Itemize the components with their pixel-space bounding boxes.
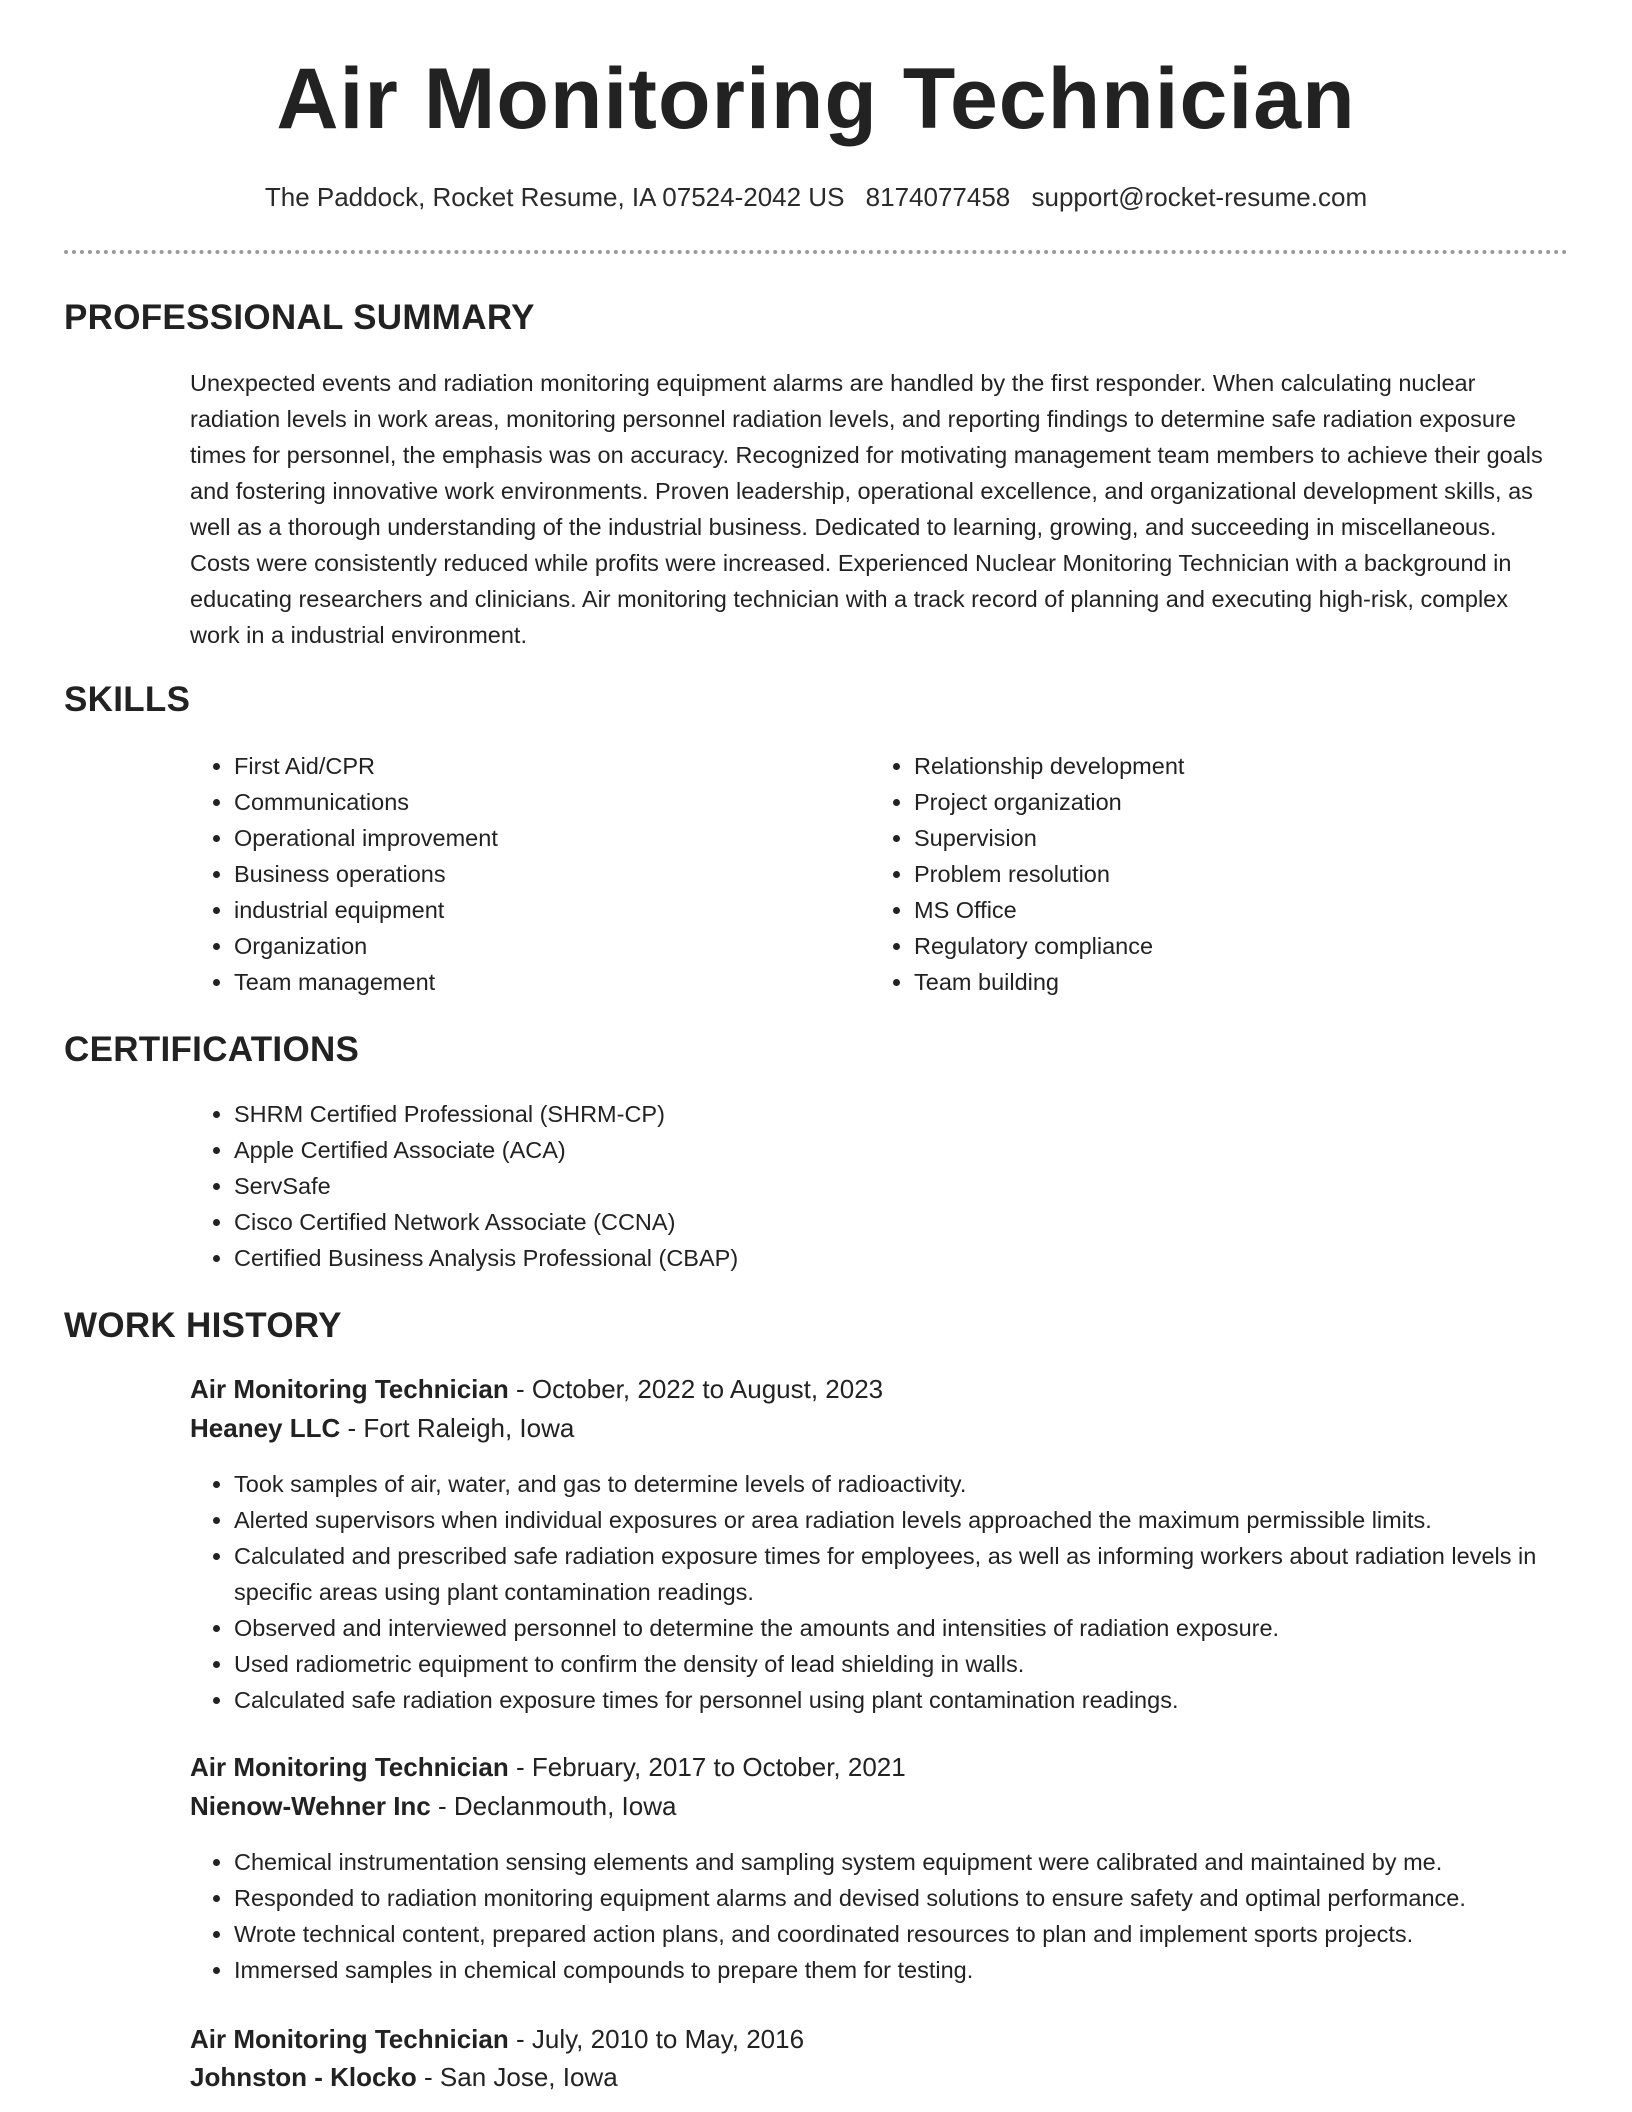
job-bullet: • Wrote technical content, prepared action plans, and coordinated resources to plan and implement sports projects.: [234, 1916, 1632, 1952]
job-bullet: • Alerted supervisors when individual exposures or area radiation levels approached the maximum permissible limits.: [234, 1502, 1604, 1538]
job-company-line: [190, 1791, 676, 1822]
skill-item: • industrial equipment: [234, 892, 834, 928]
job-title: Air Monitoring Technician: [190, 1752, 509, 1782]
job-bullet: • Calculated safe radiation exposure times for personnel using plant contamination readings.: [234, 1682, 1604, 1718]
job-bullet: • Calculated and prescribed safe radiation exposure times for employees, as well as informing workers about radiation levels in specific areas using plant contamination readings.: [234, 1538, 1604, 1610]
certification-item: • Certified Business Analysis Professional (CBAP): [234, 1240, 1534, 1276]
certifications-list: [190, 1096, 1534, 1276]
skill-item: • Business operations: [234, 856, 834, 892]
work-history-heading: WORK HISTORY: [64, 1306, 342, 1345]
contact-line: [0, 182, 1632, 213]
job-title-line: [190, 1374, 883, 1405]
skill-item: • Regulatory compliance: [914, 928, 1514, 964]
job-bullet: • Observed and interviewed personnel to determine the amounts and intensities of radiation exposure.: [234, 1610, 1604, 1646]
job-location: - Fort Raleigh, Iowa: [340, 1413, 575, 1443]
job-company-line: [190, 1413, 574, 1444]
certification-item: • Cisco Certified Network Associate (CCNA): [234, 1204, 1534, 1240]
skill-item: • MS Office: [914, 892, 1514, 928]
job-bullets: [190, 1844, 1632, 1988]
job-dates: - October, 2022 to August, 2023: [508, 1374, 884, 1404]
header-divider: [64, 250, 1568, 254]
job-bullets: [190, 1466, 1604, 1718]
job-bullet: • Took samples of air, water, and gas to determine levels of radioactivity.: [234, 1466, 1604, 1502]
skill-item: • Operational improvement: [234, 820, 834, 856]
job-company: Johnston - Klocko: [190, 2062, 417, 2092]
job-bullet: • Responded to radiation monitoring equipment alarms and devised solutions to ensure safety and optimal performance.: [234, 1880, 1632, 1916]
job-bullet: • Chemical instrumentation sensing elements and sampling system equipment were calibrated and maintained by me.: [234, 1844, 1632, 1880]
skill-item: • First Aid/CPR: [234, 748, 834, 784]
contact-phone: 8174077458: [865, 182, 1011, 212]
skills-heading: SKILLS: [64, 680, 191, 719]
skill-item: • Supervision: [914, 820, 1514, 856]
skill-item: • Relationship development: [914, 748, 1514, 784]
job-company-line: [190, 2062, 618, 2093]
certification-item: • SHRM Certified Professional (SHRM-CP): [234, 1096, 1534, 1132]
job-bullet: • Immersed samples in chemical compounds to prepare them for testing.: [234, 1952, 1632, 1988]
skill-item: • Project organization: [914, 784, 1514, 820]
contact-address: The Paddock, Rocket Resume, IA 07524-2042 US: [264, 182, 845, 212]
skill-item: • Communications: [234, 784, 834, 820]
job-title-line: [190, 2024, 804, 2055]
job-location: - Declanmouth, Iowa: [430, 1791, 677, 1821]
skill-item: • Team building: [914, 964, 1514, 1000]
skill-item: • Team management: [234, 964, 834, 1000]
job-location: - San Jose, Iowa: [416, 2062, 618, 2092]
job-dates: - February, 2017 to October, 2021: [508, 1752, 906, 1782]
job-company: Nienow-Wehner Inc: [190, 1791, 431, 1821]
certification-item: • ServSafe: [234, 1168, 1534, 1204]
job-company: Heaney LLC: [190, 1413, 341, 1443]
job-title: Air Monitoring Technician: [190, 2024, 509, 2054]
skill-item: • Organization: [234, 928, 834, 964]
job-dates: - July, 2010 to May, 2016: [508, 2024, 805, 2054]
summary-text: Unexpected events and radiation monitoring equipment alarms are handled by the first responder. When calculating nuclear radiation levels in work areas, monitoring personnel radiation levels, and reporting findings to determine safe radiation exposure times for personnel, the emphasis was on accuracy. Recognized for motivating management team members to achieve their goals and fostering innovative work environments. Proven leadership, operational excellence, and organizational development skills, as well as a thorough understanding of the industrial business. Dedicated to learning, growing, and succeeding in miscellaneous. Costs were consistently reduced while profits were increased. Experienced Nuclear Monitoring Technician with a background in educating researchers and clinicians. Air monitoring technician with a track record of planning and executing high-risk, complex work in a industrial environment.: [190, 370, 1543, 648]
job-bullet: • Used radiometric equipment to confirm the density of lead shielding in walls.: [234, 1646, 1604, 1682]
skills-list-right: [870, 748, 1514, 1000]
skill-item: • Problem resolution: [914, 856, 1514, 892]
skills-list-left: [190, 748, 834, 1000]
job-title: Air Monitoring Technician: [190, 1374, 509, 1404]
contact-email: support@rocket-resume.com: [1031, 182, 1368, 212]
certification-item: • Apple Certified Associate (ACA): [234, 1132, 1534, 1168]
certifications-heading: CERTIFICATIONS: [64, 1030, 360, 1069]
summary-heading: PROFESSIONAL SUMMARY: [64, 298, 535, 337]
resume-name: Air Monitoring Technician: [276, 51, 1356, 147]
job-title-line: [190, 1752, 906, 1783]
